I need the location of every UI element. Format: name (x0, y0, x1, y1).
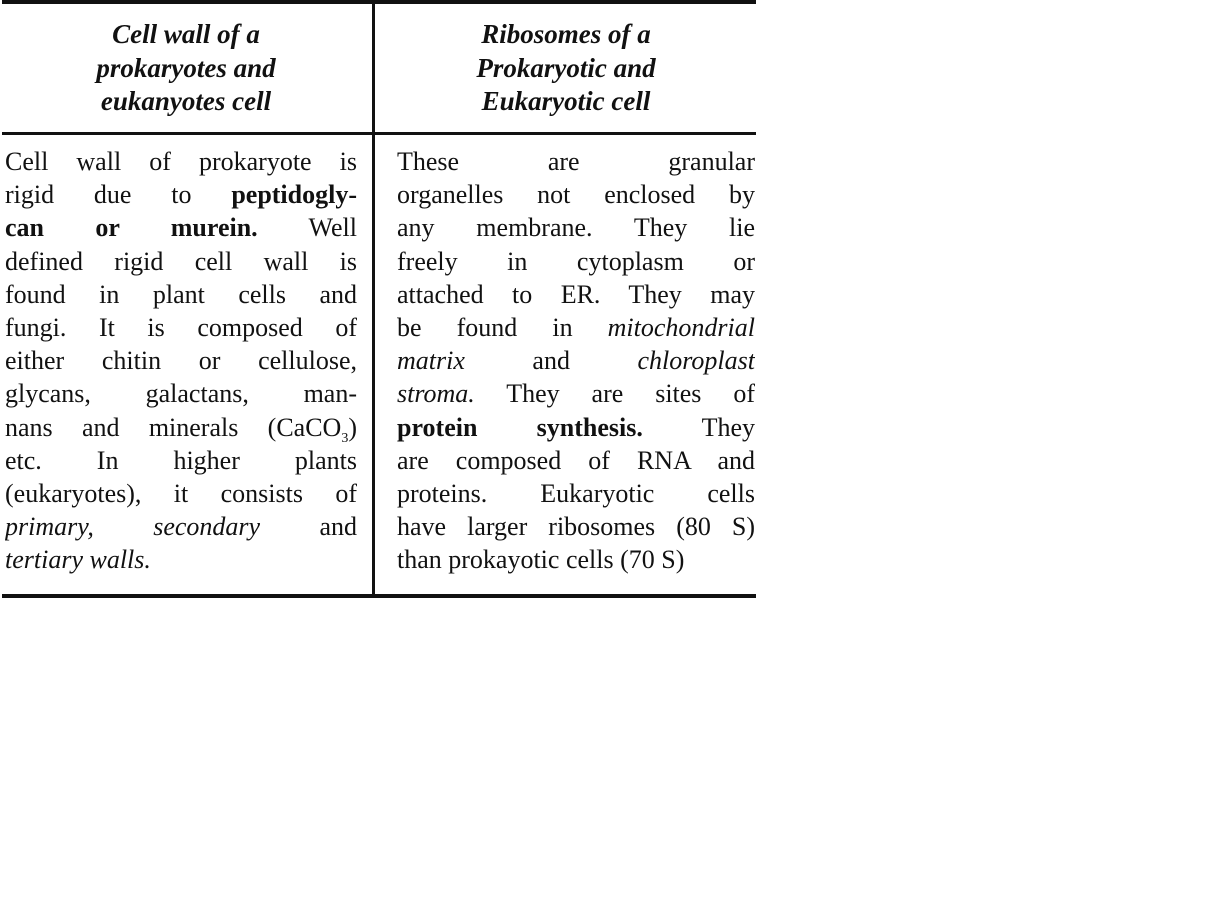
text-run: etc. In higher plants (5, 445, 357, 475)
text-run: organelles not enclosed by (397, 180, 755, 210)
subscript: 3 (341, 430, 349, 444)
text-run: Cell wall of prokaryote is (5, 147, 357, 176)
header-line: Cell wall of a (112, 19, 260, 49)
text-line (397, 311, 755, 344)
text-run: attached to ER. They may (397, 279, 755, 309)
text-line (5, 411, 357, 444)
text-run: ) (348, 412, 357, 442)
text-run: and (464, 346, 638, 376)
italic-term: chloroplast (637, 346, 755, 376)
text-line (397, 477, 755, 510)
text-line (397, 211, 755, 244)
header-line: Eukaryotic cell (481, 86, 651, 116)
italic-term: primary, secondary (5, 512, 261, 542)
text-run: are composed of RNA and (397, 445, 755, 475)
text-line (397, 444, 755, 477)
text-line (397, 344, 755, 377)
text-line (5, 178, 357, 211)
header-line: Ribosomes of a (481, 19, 651, 49)
table-top-rule (2, 0, 756, 4)
text-line (5, 311, 357, 344)
text-line (5, 344, 357, 377)
text-line (397, 245, 755, 278)
header-line: Prokaryotic and (476, 52, 656, 83)
text-run: nans and minerals (CaCO (5, 412, 342, 442)
italic-term: mitochondrial (607, 312, 755, 342)
text-run: Well (257, 213, 357, 243)
column-header-cell-wall (2, 18, 370, 119)
text-run: fungi. It is composed of (5, 312, 357, 342)
text-run: They are sites of (474, 379, 755, 409)
header-line: eukanyotes cell (100, 86, 272, 116)
italic-term: stroma. (397, 379, 475, 409)
italic-term: tertiary walls. (5, 545, 151, 575)
italic-term: matrix (397, 346, 465, 376)
text-run: These are granular (397, 147, 755, 176)
header-line: prokaryotes and (96, 52, 276, 83)
text-line (397, 377, 755, 410)
column-header-ribosomes (376, 18, 756, 119)
text-run: either chitin or cellulose, (5, 346, 357, 376)
text-line (397, 145, 755, 178)
text-run: proteins. Eukaryotic cells (397, 478, 755, 508)
bold-term: peptidogly- (231, 180, 357, 210)
cell-wall-description (5, 145, 357, 576)
text-line (397, 178, 755, 211)
text-line (5, 444, 357, 477)
text-run: and (260, 512, 357, 542)
ribosomes-description (397, 145, 755, 576)
text-line (5, 211, 357, 244)
text-run: than prokayotic cells (70 S) (397, 545, 685, 575)
text-run: defined rigid cell wall is (5, 246, 357, 276)
bold-term: protein synthesis. (397, 412, 643, 442)
text-run: any membrane. They lie (397, 213, 755, 243)
text-line (5, 543, 357, 576)
text-run: (eukaryotes), it consists of (5, 478, 357, 508)
header-divider-rule (2, 132, 756, 135)
text-run: freely in cytoplasm or (397, 246, 755, 276)
text-run: rigid due to (5, 180, 232, 210)
table-bottom-rule (2, 594, 756, 598)
text-line (5, 278, 357, 311)
text-line (5, 510, 357, 543)
text-line (397, 278, 755, 311)
text-line (5, 377, 357, 410)
column-divider (372, 0, 375, 598)
text-line (397, 543, 755, 576)
comparison-table (2, 0, 756, 598)
text-line (5, 477, 357, 510)
text-run: found in plant cells and (5, 279, 357, 309)
bold-term: can or murein. (5, 213, 258, 243)
text-line (397, 510, 755, 543)
text-line (5, 145, 357, 178)
text-run: glycans, galactans, man- (5, 379, 357, 409)
text-run: be found in (397, 312, 608, 342)
text-run: They (642, 412, 755, 442)
text-run: have larger ribosomes (80 S) (397, 512, 755, 542)
text-line (5, 245, 357, 278)
text-line (397, 411, 755, 444)
